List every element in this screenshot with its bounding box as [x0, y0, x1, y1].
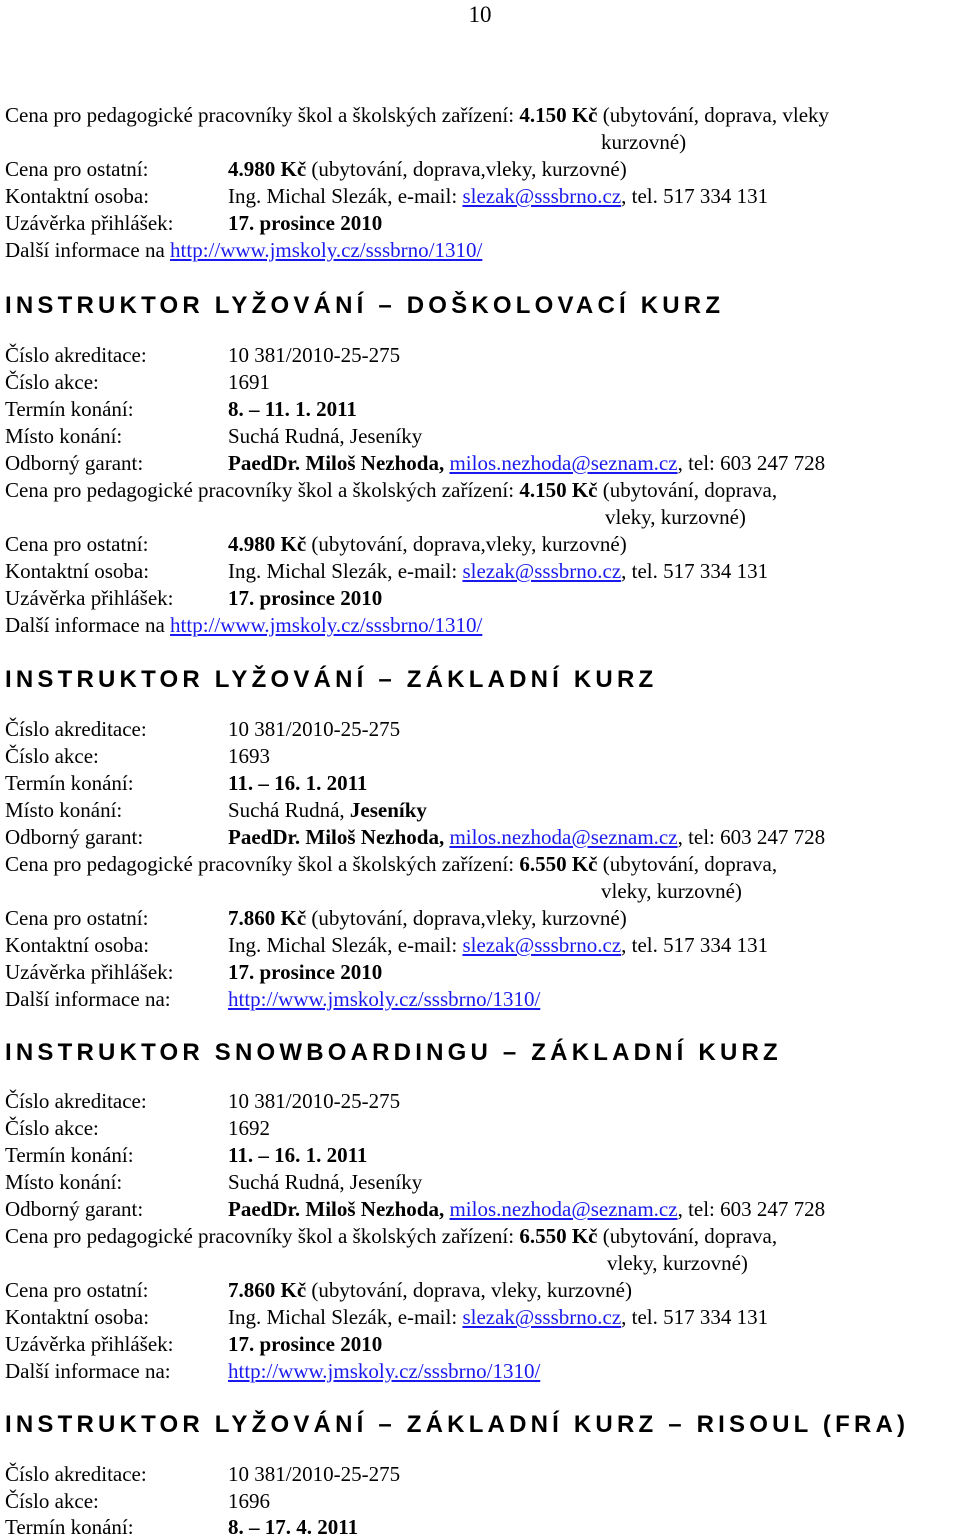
- contact-row: [5, 1304, 769, 1330]
- contact-phone: , tel. 517 334 131: [621, 559, 769, 583]
- price-teachers-row: [5, 102, 829, 128]
- date-label: Termín konání:: [5, 1143, 134, 1167]
- date-row: [5, 1142, 368, 1168]
- place-row: [5, 797, 427, 823]
- guarantor-label: Odborný garant:: [5, 1197, 144, 1221]
- accreditation-row: [5, 342, 401, 368]
- date-row: [5, 396, 357, 422]
- price-others-row: [5, 1277, 632, 1303]
- price-teachers-row: [5, 1223, 777, 1249]
- price-teachers-amount: 6.550 Kč: [519, 1224, 598, 1248]
- deadline-label: Uzávěrka přihlášek:: [5, 1332, 174, 1356]
- action-value: 1693: [228, 744, 270, 768]
- info-row: [5, 237, 482, 263]
- price-teachers-label: Cena pro pedagogické pracovníky škol a školských zařízení:: [5, 103, 515, 127]
- date-label: Termín konání:: [5, 771, 134, 795]
- contact-label: Kontaktní osoba:: [5, 184, 150, 208]
- info-label: Další informace na:: [5, 987, 171, 1011]
- price-others-row: [5, 531, 627, 557]
- date-value: 8. – 17. 4. 2011: [228, 1515, 359, 1539]
- info-link[interactable]: http://www.jmskoly.cz/sssbrno/1310/: [228, 1359, 541, 1383]
- contact-name: Ing. Michal Slezák, e-mail:: [228, 1305, 458, 1329]
- accreditation-label: Číslo akreditace:: [5, 717, 147, 741]
- action-label: Číslo akce:: [5, 1116, 99, 1140]
- place-value: Suchá Rudná, Jeseníky: [228, 1170, 423, 1194]
- accreditation-label: Číslo akreditace:: [5, 1089, 147, 1113]
- deadline-value: 17. prosince 2010: [228, 211, 383, 235]
- accreditation-value: 10 381/2010-25-275: [228, 1089, 401, 1113]
- guarantor-name: PaedDr. Miloš Nezhoda,: [228, 825, 445, 849]
- guarantor-email-link[interactable]: milos.nezhoda@seznam.cz: [449, 825, 678, 849]
- accreditation-row: [5, 1088, 401, 1114]
- price-others-note: (ubytování, doprava,vleky, kurzovné): [311, 906, 627, 930]
- contact-name: Ing. Michal Slezák, e-mail:: [228, 184, 458, 208]
- price-teachers-amount: 4.150 Kč: [519, 103, 598, 127]
- place-row: [5, 1169, 423, 1195]
- date-value: 11. – 16. 1. 2011: [228, 1143, 368, 1167]
- deadline-row: [5, 585, 383, 611]
- price-others-label: Cena pro ostatní:: [5, 1278, 149, 1302]
- price-teachers-label: Cena pro pedagogické pracovníky škol a školských zařízení:: [5, 852, 515, 876]
- guarantor-name: PaedDr. Miloš Nezhoda,: [228, 451, 445, 475]
- price-teachers-note: (ubytování, doprava,: [602, 852, 778, 876]
- deadline-label: Uzávěrka přihlášek:: [5, 211, 174, 235]
- date-label: Termín konání:: [5, 397, 134, 421]
- deadline-value: 17. prosince 2010: [228, 586, 383, 610]
- info-link[interactable]: http://www.jmskoly.cz/sssbrno/1310/: [170, 238, 483, 262]
- deadline-label: Uzávěrka přihlášek:: [5, 586, 174, 610]
- action-label: Číslo akce:: [5, 1489, 99, 1513]
- deadline-label: Uzávěrka přihlášek:: [5, 960, 174, 984]
- guarantor-phone: , tel: 603 247 728: [677, 825, 826, 849]
- date-value: 8. – 11. 1. 2011: [228, 397, 357, 421]
- deadline-value: 17. prosince 2010: [228, 1332, 383, 1356]
- place-label: Místo konání:: [5, 1170, 123, 1194]
- price-teachers-label: Cena pro pedagogické pracovníky škol a školských zařízení:: [5, 1224, 515, 1248]
- date-row: [5, 770, 368, 796]
- place-label: Místo konání:: [5, 424, 123, 448]
- price-teachers-note: (ubytování, doprava,: [602, 1224, 778, 1248]
- course-title: INSTRUKTOR SNOWBOARDINGU – ZÁKLADNÍ KURZ: [5, 1039, 782, 1066]
- info-label: Další informace na: [5, 613, 165, 637]
- accreditation-row: [5, 716, 401, 742]
- accreditation-value: 10 381/2010-25-275: [228, 343, 401, 367]
- price-others-amount: 7.860 Kč: [228, 1278, 307, 1302]
- contact-phone: , tel. 517 334 131: [621, 184, 769, 208]
- contact-label: Kontaktní osoba:: [5, 1305, 150, 1329]
- price-others-note: (ubytování, doprava,vleky, kurzovné): [311, 532, 627, 556]
- price-teachers-note-cont: vleky, kurzovné): [607, 1251, 748, 1275]
- contact-email-link[interactable]: slezak@sssbrno.cz: [462, 1305, 622, 1329]
- info-row: [5, 612, 482, 638]
- deadline-row: [5, 1331, 383, 1357]
- course-title: INSTRUKTOR LYŽOVÁNÍ – DOŠKOLOVACÍ KURZ: [5, 292, 725, 319]
- action-row: [5, 369, 270, 395]
- price-others-label: Cena pro ostatní:: [5, 157, 149, 181]
- place-value: Suchá Rudná, Jeseníky: [228, 424, 423, 448]
- place-label: Místo konání:: [5, 798, 123, 822]
- price-teachers-amount: 6.550 Kč: [519, 852, 598, 876]
- course-title: INSTRUKTOR LYŽOVÁNÍ – ZÁKLADNÍ KURZ – RISOUL (FRA): [5, 1411, 910, 1438]
- contact-email-link[interactable]: slezak@sssbrno.cz: [462, 184, 622, 208]
- accreditation-label: Číslo akreditace:: [5, 1462, 147, 1486]
- accreditation-value: 10 381/2010-25-275: [228, 1462, 401, 1486]
- info-link[interactable]: http://www.jmskoly.cz/sssbrno/1310/: [170, 613, 483, 637]
- price-teachers-label: Cena pro pedagogické pracovníky škol a školských zařízení:: [5, 478, 515, 502]
- action-row: [5, 1115, 270, 1141]
- price-teachers-row: [5, 477, 777, 503]
- contact-name: Ing. Michal Slezák, e-mail:: [228, 933, 458, 957]
- guarantor-row: [5, 450, 826, 476]
- action-label: Číslo akce:: [5, 370, 99, 394]
- price-others-note: (ubytování, doprava, vleky, kurzovné): [311, 1278, 632, 1302]
- price-teachers-row: [5, 851, 777, 877]
- accreditation-value: 10 381/2010-25-275: [228, 717, 401, 741]
- contact-row: [5, 183, 769, 209]
- guarantor-row: [5, 824, 826, 850]
- contact-name: Ing. Michal Slezák, e-mail:: [228, 559, 458, 583]
- contact-email-link[interactable]: slezak@sssbrno.cz: [462, 559, 622, 583]
- price-teachers-note: (ubytování, doprava, vleky: [602, 103, 830, 127]
- guarantor-email-link[interactable]: milos.nezhoda@seznam.cz: [449, 1197, 678, 1221]
- info-link[interactable]: http://www.jmskoly.cz/sssbrno/1310/: [228, 987, 541, 1011]
- contact-phone: , tel. 517 334 131: [621, 933, 769, 957]
- action-row: [5, 743, 270, 769]
- contact-label: Kontaktní osoba:: [5, 933, 150, 957]
- contact-label: Kontaktní osoba:: [5, 559, 150, 583]
- action-value: 1696: [228, 1489, 270, 1513]
- guarantor-label: Odborný garant:: [5, 825, 144, 849]
- action-value: 1691: [228, 370, 270, 394]
- accreditation-row: [5, 1461, 401, 1487]
- info-label: Další informace na:: [5, 1359, 171, 1383]
- date-value: 11. – 16. 1. 2011: [228, 771, 368, 795]
- price-others-row: [5, 905, 627, 931]
- date-label: Termín konání:: [5, 1515, 134, 1539]
- contact-row: [5, 558, 769, 584]
- info-row: [5, 1358, 541, 1384]
- accreditation-label: Číslo akreditace:: [5, 343, 147, 367]
- guarantor-phone: , tel: 603 247 728: [677, 451, 826, 475]
- guarantor-row: [5, 1196, 826, 1222]
- deadline-row: [5, 959, 383, 985]
- price-teachers-note-cont: vleky, kurzovné): [601, 879, 742, 903]
- guarantor-email-link[interactable]: milos.nezhoda@seznam.cz: [449, 451, 678, 475]
- contact-row: [5, 932, 769, 958]
- price-teachers-note-cont: kurzovné): [601, 130, 687, 154]
- price-others-label: Cena pro ostatní:: [5, 532, 149, 556]
- price-others-note: (ubytování, doprava,vleky, kurzovné): [311, 157, 627, 181]
- price-others-amount: 4.980 Kč: [228, 532, 307, 556]
- price-teachers-note: (ubytování, doprava,: [602, 478, 778, 502]
- info-row: [5, 986, 541, 1012]
- action-value: 1692: [228, 1116, 270, 1140]
- contact-phone: , tel. 517 334 131: [621, 1305, 769, 1329]
- contact-email-link[interactable]: slezak@sssbrno.cz: [462, 933, 622, 957]
- course-title: INSTRUKTOR LYŽOVÁNÍ – ZÁKLADNÍ KURZ: [5, 666, 658, 693]
- price-others-label: Cena pro ostatní:: [5, 906, 149, 930]
- guarantor-label: Odborný garant:: [5, 451, 144, 475]
- place-value-bold: Jeseníky: [349, 798, 427, 822]
- place-row: [5, 423, 423, 449]
- action-label: Číslo akce:: [5, 744, 99, 768]
- price-teachers-note-cont: vleky, kurzovné): [605, 505, 746, 529]
- price-others-amount: 4.980 Kč: [228, 157, 307, 181]
- date-row: [5, 1514, 359, 1540]
- action-row: [5, 1488, 270, 1514]
- guarantor-phone: , tel: 603 247 728: [677, 1197, 826, 1221]
- place-value: Suchá Rudná,: [228, 798, 345, 822]
- guarantor-name: PaedDr. Miloš Nezhoda,: [228, 1197, 445, 1221]
- deadline-row: [5, 210, 383, 236]
- page-number: 10: [468, 2, 492, 27]
- price-others-row: [5, 156, 627, 182]
- deadline-value: 17. prosince 2010: [228, 960, 383, 984]
- price-teachers-amount: 4.150 Kč: [519, 478, 598, 502]
- info-label: Další informace na: [5, 238, 165, 262]
- price-others-amount: 7.860 Kč: [228, 906, 307, 930]
